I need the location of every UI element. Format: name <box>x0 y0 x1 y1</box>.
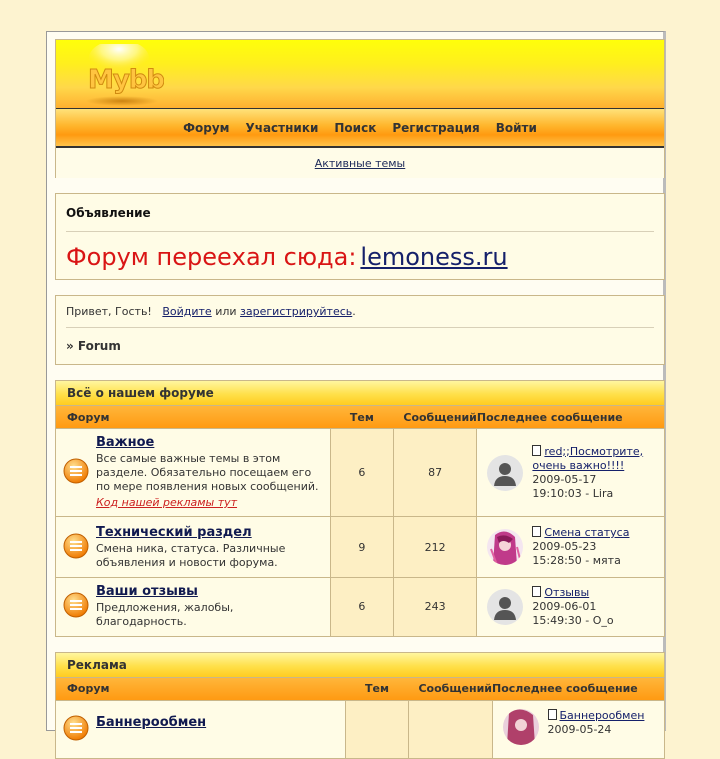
or-text: или <box>215 305 236 318</box>
active-topics-link[interactable]: Активные темы <box>315 157 406 170</box>
register-link[interactable]: зарегистрируйтесь <box>240 305 352 318</box>
avatar[interactable] <box>503 709 539 745</box>
col-topics: Тем <box>330 406 393 429</box>
posts-count <box>408 700 492 758</box>
forum-info <box>96 700 345 758</box>
last-post <box>477 517 664 578</box>
col-posts: Сообщений <box>408 678 492 701</box>
forum-name-feedback[interactable]: Ваши отзывы <box>96 584 198 599</box>
document-icon <box>548 709 557 720</box>
forums-table <box>56 678 664 759</box>
forum-status-icon <box>56 429 96 517</box>
site-header <box>55 39 665 178</box>
mybb-logo[interactable] <box>84 44 164 106</box>
forum-name-banners[interactable]: Баннерообмен <box>96 715 206 730</box>
announcement-text <box>66 243 654 271</box>
last-post-time: 15:49:30 - O_o <box>532 614 613 628</box>
last-post <box>477 429 664 517</box>
login-link[interactable]: Войдите <box>162 305 211 318</box>
last-post-link[interactable]: Смена статуса <box>544 526 629 539</box>
forum-info <box>96 517 330 578</box>
col-topics: Тем <box>345 678 408 701</box>
last-post-date: 2009-06-01 <box>532 600 613 614</box>
logo-text: Mybb <box>88 65 164 95</box>
last-post <box>477 578 664 636</box>
forum-name-technical[interactable]: Технический раздел <box>96 525 252 540</box>
forum-status-icon <box>56 578 96 636</box>
forum-desc: Смена ника, статуса. Различные объявления и новости форума. <box>96 542 326 570</box>
avatar[interactable] <box>487 589 523 625</box>
welcome-line <box>66 305 654 328</box>
main-menu <box>56 109 664 148</box>
period: . <box>352 305 356 318</box>
last-post-link[interactable]: Отзывы <box>544 586 589 599</box>
welcome-box <box>55 295 665 365</box>
topics-count: 9 <box>330 517 393 578</box>
col-forum: Форум <box>56 678 345 701</box>
page-container <box>46 31 666 731</box>
col-last: Последнее сообщение <box>492 678 664 701</box>
table-row <box>56 700 664 758</box>
table-header <box>56 678 664 701</box>
last-post-date: 2009-05-24 <box>548 723 645 737</box>
col-last: Последнее сообщение <box>477 406 664 429</box>
menu-login[interactable]: Войти <box>488 121 545 135</box>
announcement-message: Форум переехал сюда: <box>66 243 356 271</box>
last-post-date: 2009-05-17 <box>532 473 658 487</box>
category-ads <box>55 652 665 759</box>
category-title[interactable]: Реклама <box>56 653 664 678</box>
last-post-link[interactable]: red;;Посмотрите, очень важно!!!! <box>532 445 643 472</box>
last-post-time: 15:28:50 - мята <box>532 554 629 568</box>
subnav <box>56 148 664 178</box>
ad-code-link[interactable]: Код нашей рекламы тут <box>96 496 237 509</box>
posts-count: 212 <box>393 517 477 578</box>
forum-status-icon <box>56 517 96 578</box>
last-post <box>492 700 664 758</box>
forums-table <box>56 406 664 636</box>
table-row <box>56 517 664 578</box>
avatar[interactable] <box>487 455 523 491</box>
last-post-time: 19:10:03 - Lira <box>532 487 658 501</box>
category-title[interactable]: Всё о нашем форуме <box>56 381 664 406</box>
topics-count <box>345 700 408 758</box>
menu-search[interactable]: Поиск <box>326 121 384 135</box>
announcement-box <box>55 193 665 280</box>
forum-desc: Все самые важные темы в этом разделе. Обязательно посещаем его по мере появления новых сообщений. <box>96 452 326 494</box>
forum-info <box>96 578 330 636</box>
menu-register[interactable]: Регистрация <box>384 121 487 135</box>
table-row <box>56 429 664 517</box>
last-post-date: 2009-05-23 <box>532 540 629 554</box>
col-forum: Форум <box>56 406 330 429</box>
breadcrumb[interactable]: » Forum <box>66 339 654 353</box>
menu-members[interactable]: Участники <box>237 121 326 135</box>
avatar[interactable] <box>487 529 523 565</box>
document-icon <box>532 445 541 456</box>
forum-status-icon <box>56 700 96 758</box>
posts-count: 243 <box>393 578 477 636</box>
col-posts: Сообщений <box>393 406 477 429</box>
announcement-title: Объявление <box>66 206 654 232</box>
topics-count: 6 <box>330 578 393 636</box>
posts-count: 87 <box>393 429 477 517</box>
table-header <box>56 406 664 429</box>
greeting: Привет, Гость! <box>66 305 152 318</box>
forum-info <box>96 429 330 517</box>
menu-forum[interactable]: Форум <box>175 121 237 135</box>
banner <box>56 40 664 109</box>
forum-desc: Предложения, жалобы, благодарность. <box>96 601 326 629</box>
document-icon <box>532 586 541 597</box>
forum-name-important[interactable]: Важное <box>96 435 154 450</box>
category-about <box>55 380 665 637</box>
table-row <box>56 578 664 636</box>
announcement-link[interactable]: lemoness.ru <box>360 243 507 271</box>
last-post-link[interactable]: Баннерообмен <box>560 709 645 722</box>
topics-count: 6 <box>330 429 393 517</box>
document-icon <box>532 526 541 537</box>
